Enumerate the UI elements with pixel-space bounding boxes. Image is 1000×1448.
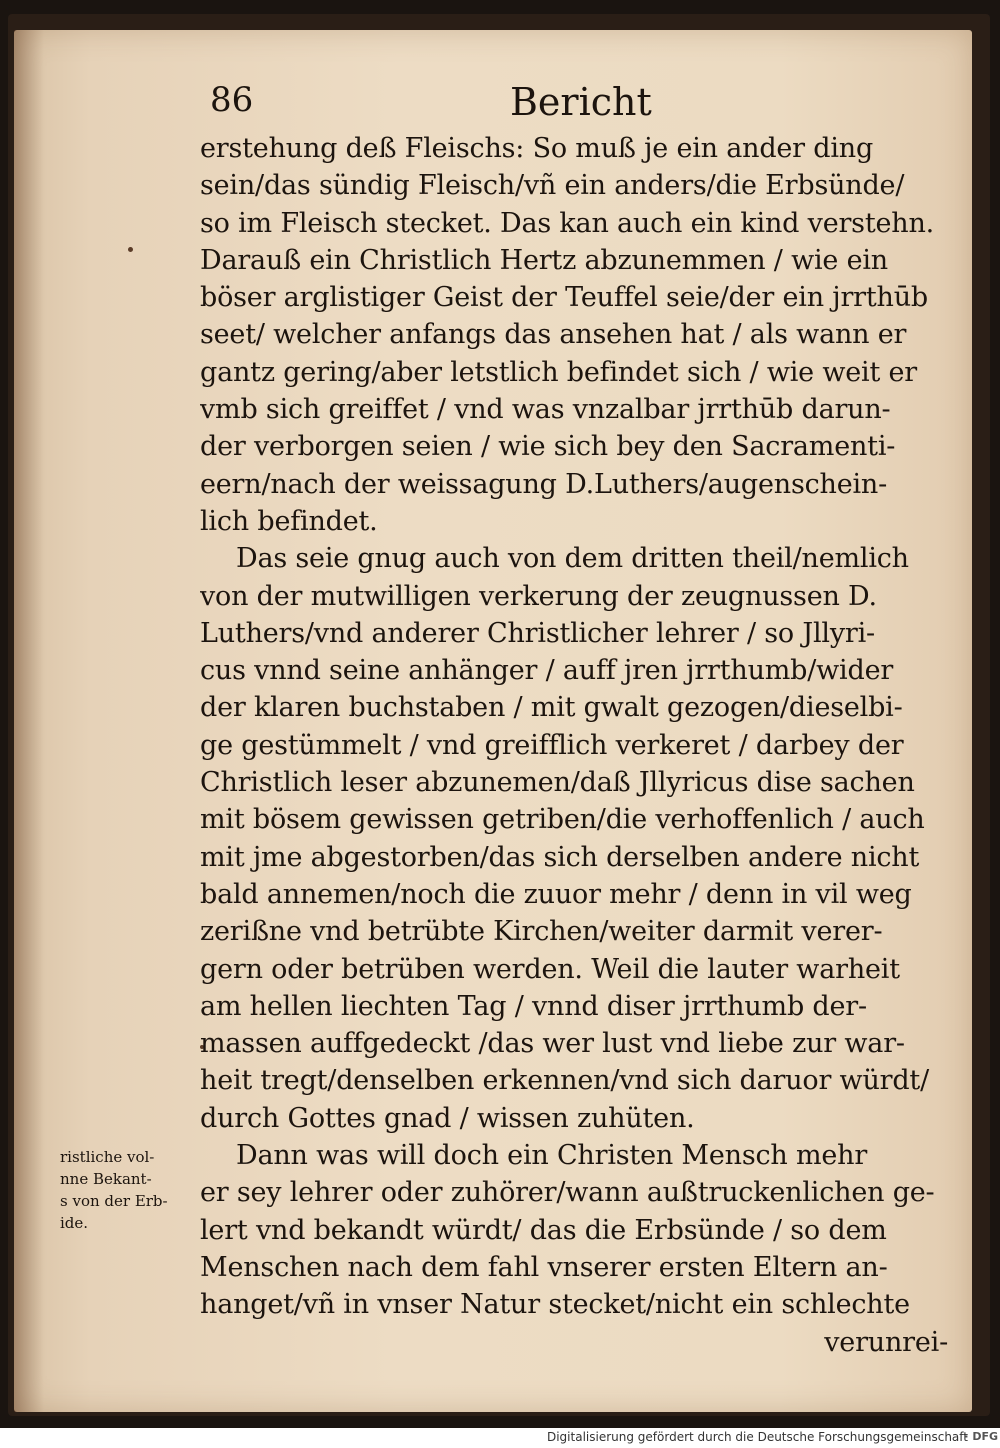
text-line: so im Fleisch stecket. Das kan auch ein kind verstehn.	[200, 207, 935, 239]
text-line: erstehung deß Fleischs: So muß je ein ander ding	[200, 133, 874, 164]
text-line: gern oder betrüben werden. Weil die lauter warheit	[200, 953, 900, 985]
paper-speck	[128, 247, 133, 252]
marginal-note-line: nne Bekant-	[60, 1170, 152, 1188]
text-line: massen auffgedeckt /das wer lust vnd liebe zur war-	[200, 1028, 905, 1060]
marginal-note	[60, 1146, 200, 1234]
page-number: 86	[210, 80, 254, 120]
digitization-footer	[0, 1428, 1000, 1448]
text-line: Darauß ein Christlich Hertz abzunemmen / wie ein	[200, 244, 888, 276]
text-line: lich befindet.	[200, 505, 378, 537]
text-line: der verborgen seien / wie sich bey den Sacramenti-	[200, 431, 896, 463]
paragraph-start-line: Das seie gnug auch von dem dritten theil/nemlich	[236, 543, 909, 575]
marginal-note-line: ristliche vol-	[60, 1148, 155, 1166]
text-line: vmb sich greiffet / vnd was vnzalbar jrrthūb darun-	[200, 394, 891, 426]
funding-credit: Digitalisierung gefördert durch die Deutsche Forschungsgemeinschaft	[546, 1430, 968, 1444]
text-line: von der mutwilligen verkerung der zeugnussen D.	[200, 580, 877, 612]
text-line: ge gestümmelt / vnd greifflich verkeret / darbey der	[200, 729, 904, 761]
text-line: mit bösem gewissen getriben/die verhoffenlich / auch	[200, 804, 925, 836]
text-line: durch Gottes gnad / wissen zuhüten.	[200, 1102, 695, 1134]
text-line: er sey lehrer oder zuhörer/wann außtruckenlichen ge-	[200, 1177, 935, 1209]
dfg-logo: · DFG	[964, 1430, 998, 1443]
text-line: gantz gering/aber letstlich befindet sich / wie weit er	[200, 356, 917, 388]
text-line: der klaren buchstaben / mit gwalt gezogen/dieselbi-	[200, 692, 903, 724]
text-line: lert vnd bekandt würdt/ das die Erbsünde / so dem	[200, 1214, 887, 1246]
text-line: böser arglistiger Geist der Teuffel seie/der ein jrrthūb	[200, 282, 928, 314]
text-line: Luthers/vnd anderer Christlicher lehrer / so Jllyri-	[200, 617, 875, 649]
body-text	[200, 130, 950, 1361]
marginal-note-line: ide.	[60, 1214, 89, 1232]
text-line: Christlich leser abzunemen/daß Jllyricus dise sachen	[200, 767, 915, 799]
text-line: hanget/vñ in vnser Natur stecket/nicht ein schlechte	[200, 1289, 910, 1321]
text-line: mit jme abgestorben/das sich derselben andere nicht	[200, 841, 920, 873]
text-line: eern/nach der weissagung D.Luthers/augenschein-	[200, 468, 888, 500]
page-header	[210, 80, 950, 126]
text-line: zerißne vnd betrübte Kirchen/weiter darmit verer-	[200, 916, 883, 948]
text-line: seet/ welcher anfangs das ansehen hat / als wann er	[200, 319, 907, 351]
catchword: verunrei-	[824, 1326, 948, 1358]
page-gutter-shadow	[14, 30, 44, 1412]
text-line: Menschen nach dem fahl vnserer ersten Eltern an-	[200, 1251, 888, 1283]
running-head: Bericht	[510, 80, 652, 124]
text-line: bald annemen/noch die zuuor mehr / denn in vil weg	[200, 878, 912, 910]
text-line: sein/das sündig Fleisch/vñ ein anders/die Erbsünde/	[200, 170, 905, 202]
text-line: am hellen liechten Tag / vnnd diser jrrthumb der-	[200, 990, 867, 1022]
paragraph-start-line: Dann was will doch ein Christen Mensch mehr	[236, 1140, 868, 1172]
text-line: heit tregt/denselben erkennen/vnd sich daruor würdt/	[200, 1065, 929, 1097]
marginal-note-line: s von der Erb-	[60, 1192, 168, 1210]
text-line: cus vnnd seine anhänger / auff jren jrrthumb/wider	[200, 655, 894, 687]
